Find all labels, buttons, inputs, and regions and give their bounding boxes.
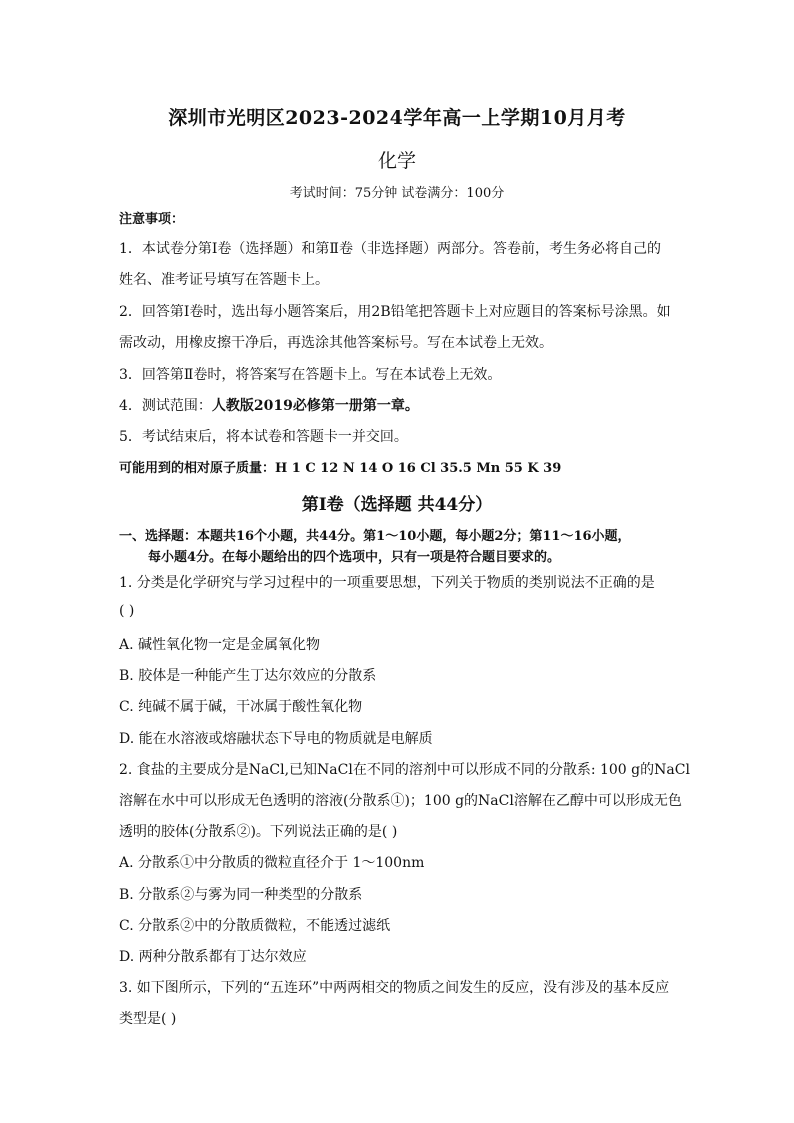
q3-stem-line-2: 类型是( ) — [119, 1011, 177, 1027]
q2-option-b: B. 分散系②与雾为同一种类型的分散系 — [119, 887, 363, 903]
q2-stem-line-2: 溶解在水中可以形成无色透明的溶液(分散系①)；100 g的NaCl溶解在乙醇中可以形成无色 — [119, 793, 682, 809]
q1-stem-line-2: ( ) — [119, 603, 135, 619]
notice-item-3: 3．回答第Ⅱ卷时，将答案写在答题卡上。写在本试卷上无效。 — [119, 367, 502, 383]
notice-item-1-line-1: 1．本试卷分第Ⅰ卷（选择题）和第Ⅱ卷（非选择题）两部分。答卷前，考生务必将自己的 — [119, 241, 661, 257]
q2-stem-line-1: 2. 食盐的主要成分是NaCl,已知NaCl在不同的溶剂中可以形成不同的分散系: 100 g的NaCl — [119, 762, 690, 778]
q1-option-c: C. 纯碱不属于碱，干冰属于酸性氧化物 — [119, 699, 363, 715]
exam-title: 深圳市光明区2023-2024学年高一上学期10月月考 — [168, 107, 626, 129]
section-1-instruction-line-2: 每小题4分。在每小题给出的四个选项中，只有一项是符合题目要求的。 — [148, 550, 561, 565]
q1-stem-line-1: 1. 分类是化学研究与学习过程中的一项重要思想，下列关于物质的类别说法不正确的是 — [119, 575, 655, 591]
notice-item-4-scope: 人教版2019必修第一册第一章。 — [211, 398, 419, 414]
atomic-masses: 可能用到的相对原子质量：H 1 C 12 N 14 O 16 Cl 35.5 Mn 55 K 39 — [119, 461, 562, 476]
notice-item-4-prefix: 4．测试范围： — [119, 398, 212, 414]
q2-option-a: A. 分散系①中分散质的微粒直径介于 1～100nm — [119, 855, 425, 871]
q2-option-d: D. 两种分散系都有丁达尔效应 — [119, 949, 307, 965]
notice-heading: 注意事项： — [119, 212, 185, 227]
q2-option-c: C. 分散系②中的分散质微粒，不能透过滤纸 — [119, 918, 391, 934]
q3-stem-line-1: 3. 如下图所示，下列的“五连环”中两两相交的物质之间发生的反应，没有涉及的基本反应 — [119, 980, 670, 996]
notice-item-2-line-2: 需改动，用橡皮擦干净后，再选涂其他答案标号。写在本试卷上无效。 — [119, 335, 553, 351]
notice-item-4 — [119, 395, 419, 415]
q2-stem-line-3: 透明的胶体(分散系②)。下列说法正确的是( ) — [119, 824, 398, 840]
q1-option-a: A. 碱性氧化物一定是金属氧化物 — [119, 637, 321, 653]
notice-item-5: 5．考试结束后，将本试卷和答题卡一并交回。 — [119, 429, 408, 445]
section-1-instruction-line-1: 一、选择题：本题共16个小题，共44分。第1～10小题，每小题2分；第11～16小题， — [119, 529, 631, 544]
notice-item-2-line-1: 2．回答第Ⅰ卷时，选出每小题答案后，用2B铅笔把答题卡上对应题目的答案标号涂黑。如 — [119, 304, 671, 320]
subject-title: 化学 — [377, 150, 416, 172]
section-1-title: 第Ⅰ卷（选择题 共44分） — [301, 495, 493, 515]
q1-option-b: B. 胶体是一种能产生丁达尔效应的分散系 — [119, 668, 377, 684]
q1-option-d: D. 能在水溶液或熔融状态下导电的物质就是电解质 — [119, 731, 433, 747]
notice-item-1-line-2: 姓名、准考证号填写在答题卡上。 — [119, 272, 329, 288]
exam-info: 考试时间：75分钟 试卷满分：100分 — [289, 186, 505, 201]
